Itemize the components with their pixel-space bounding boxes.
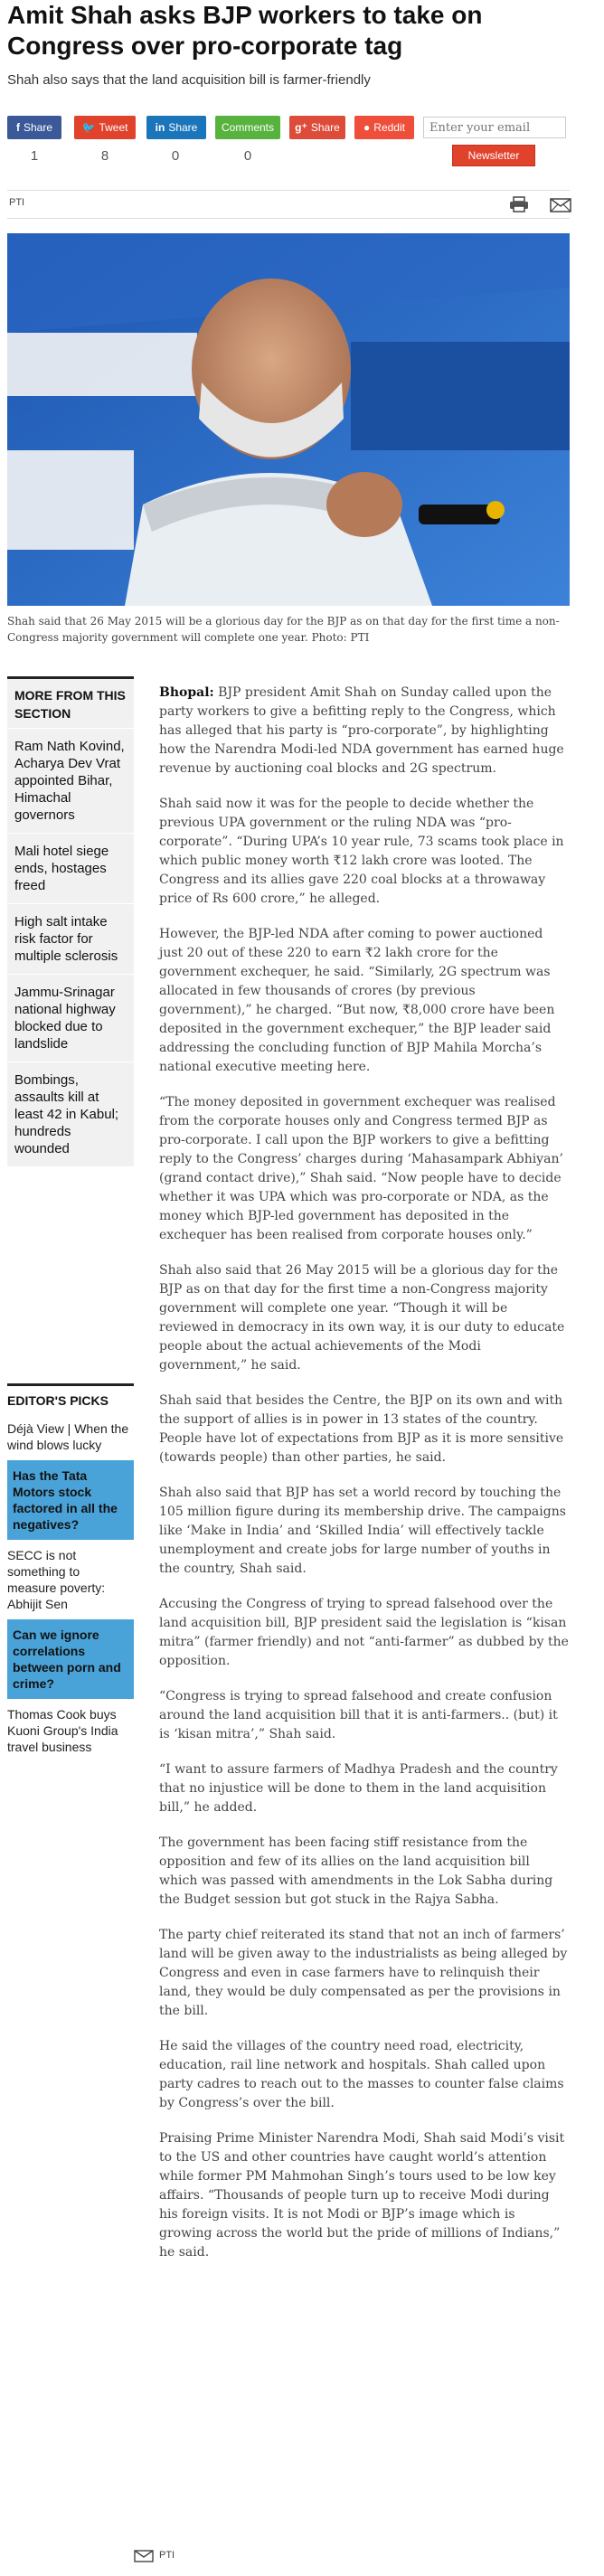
- headline: Amit Shah asks BJP workers to take on Congress over pro-corporate tag: [7, 1, 483, 60]
- related-story-link[interactable]: Ram Nath Kovind, Acharya Dev Vrat appointed Bihar, Himachal governors: [7, 728, 134, 833]
- photo-illustration: [7, 233, 570, 606]
- email-icon[interactable]: [550, 198, 571, 212]
- comments-button[interactable]: Comments: [215, 116, 280, 139]
- editors-picks: [7, 1383, 134, 1762]
- related-story-link[interactable]: High salt intake risk factor for multiple sclerosis: [7, 903, 134, 974]
- google-plus-icon: g⁺: [295, 121, 307, 134]
- article-paragraph: “The money deposited in government exchequer was realised from the corporate houses only and Congress termed BJP as pro-corporate. I call upon the BJP workers to give a befitting reply to the Congress’ charges during ‘Mahasampark Abhiyan’ (grand contact drive),” Shah said. “Now people have to decide whether it was UPA which was pro-corporate or NDA, as the money which BJP-led government has deposited in the exchequer has been realised from corporate houses only.”: [159, 1095, 563, 1242]
- print-icon[interactable]: [509, 196, 529, 212]
- comments-count: 0: [243, 148, 252, 164]
- google-plus-share-button[interactable]: g⁺ Share: [289, 116, 345, 139]
- article-paragraph: Shah also said that BJP has set a world record by touching the 105 million figure during its membership drive. The campaigns like ‘Make in India’ and ‘Skilled India’ will effectively tackle unemployment and create jobs for large number of youths in the country, Shah said.: [159, 1486, 566, 1576]
- editors-pick-link[interactable]: Déjà View | When the wind blows lucky: [7, 1421, 129, 1452]
- article-paragraph: The party chief reiterated its stand that not an inch of farmers’ land will be given away to the industrialists as being alleged by Congress and even in case farmers have to relinquish their land, they would be duly compensated as per the provisions in the bill.: [159, 1928, 568, 2018]
- byline-bar: [7, 190, 570, 219]
- newsletter-button[interactable]: Newsletter: [452, 145, 535, 166]
- editors-pick-link-highlighted[interactable]: Can we ignore correlations between porn and crime?: [7, 1619, 134, 1699]
- article-paragraph: The government has been facing stiff resistance from the opposition and few of its allies on the land acquisition bill which was passed with amendments in the Lok Sabha during the Budget session but got stuck in the Rajya Sabha.: [159, 1835, 553, 1907]
- more-from-section: [7, 676, 134, 1166]
- facebook-share-button[interactable]: f Share: [7, 116, 61, 139]
- twitter-share-button[interactable]: 🐦 Tweet: [74, 116, 136, 139]
- footer-source: PTI: [159, 2550, 175, 2561]
- article-paragraph: However, the BJP-led NDA after coming to power auctioned just 20 out of these 220 to earn ₹2 lakh crore for the government exchequer, he said. “Similarly, 2G spectrum was allocated in few thousands of crores (by previous government),” he charged. “But now, ₹8,000 crore have been deposited in the government exchequer,” the BJP leader said addressing the concluding function of BJP Mahila Morcha’s national executive meeting here.: [159, 927, 555, 1074]
- linkedin-share-count: 0: [171, 148, 180, 164]
- article-paragraph: Shah said now it was for the people to decide whether the previous UPA government or the ruling NDA was “pro-corporate”. “During UPA’s 10 year rule, 73 scams took place in which public money worth ₹12 lakh crore was looted. The Congress and its allies gave 220 coal blocks at a throwaway price of Rs 600 crore,” he alleged.: [159, 797, 564, 906]
- article-paragraph: He said the villages of the country need road, electricity, education, rail line network and hospitals. Shah called upon party cadres to reach out to the masses to counter false claims by Congress’s over the bill.: [159, 2039, 564, 2110]
- editors-pick-link-highlighted[interactable]: Has the Tata Motors stock factored in all the negatives?: [7, 1460, 134, 1540]
- article-paragraph: “I want to assure farmers of Madhya Pradesh and the country that no injustice will be done to them in the land acquisition bill,” he added.: [159, 1762, 558, 1815]
- related-story-link[interactable]: Bombings, assaults kill at least 42 in Kabul; hundreds wounded: [7, 1062, 134, 1166]
- twitter-icon: 🐦: [81, 121, 96, 134]
- article-paragraph: Accusing the Congress of trying to spread falsehood over the land acquisition bill, BJP president said the legislation is “kisan mitra” (farmer friendly) and not “anti-farmer” as dubbed by the opposition.: [159, 1597, 569, 1668]
- related-story-link[interactable]: Jammu-Srinagar national highway blocked due to landslide: [7, 974, 134, 1062]
- editors-pick-link[interactable]: SECC is not something to measure poverty: Abhijit Sen: [7, 1548, 106, 1611]
- footer-email-icon[interactable]: [134, 2550, 154, 2562]
- photo-caption: Shah said that 26 May 2015 will be a glorious day for the BJP as on that day for the first time a non-Congress majority government will complete one year. Photo: PTI: [7, 615, 560, 644]
- reddit-share-button[interactable]: ● Reddit: [354, 116, 414, 139]
- article-paragraph: “Congress is trying to spread falsehood and create confusion around the land acquisition bill that it is anti-farmers.. (but) it is ‘kisan mitra’,” Shah said.: [159, 1689, 558, 1741]
- twitter-share-count: 8: [100, 148, 109, 164]
- article-paragraph: Shah said that besides the Centre, the BJP on its own and with the support of allies is in power in 13 states of the country. People have lot of expectations from BJP as it is more sensitive (towards people) than other parties, he said.: [159, 1393, 564, 1465]
- facebook-share-count: 1: [30, 148, 39, 164]
- subtitle: Shah also says that the land acquisition bill is farmer-friendly: [7, 72, 371, 88]
- related-story-link[interactable]: Mali hotel siege ends, hostages freed: [7, 833, 134, 903]
- article-body: [159, 684, 570, 2279]
- article-photo: [7, 233, 570, 606]
- editors-picks-title: EDITOR'S PICKS: [7, 1383, 134, 1413]
- article-lead-paragraph: Bhopal: BJP president Amit Shah on Sunday called upon the party workers to give a befitting reply to the Congress, which has alleged that his party is “pro-corporate”, by highlighting how the Narendra Modi-led NDA government has earned huge revenue by auctioning coal blocks and 2G spectrum.: [159, 685, 564, 776]
- reddit-icon: ●: [363, 121, 371, 134]
- newsletter-email-input[interactable]: [423, 117, 566, 138]
- facebook-icon: f: [15, 121, 20, 134]
- linkedin-icon: in: [155, 121, 165, 134]
- linkedin-share-button[interactable]: in Share: [146, 116, 206, 139]
- article-paragraph: Shah also said that 26 May 2015 will be a glorious day for the BJP as on that day for the first time a non-Congress majority government will complete one year. “Though it will be reviewed in democracy in its own way, it is our duty to educate people about the actual achievements of the Modi government,” he said.: [159, 1263, 565, 1373]
- dateline: Bhopal:: [159, 685, 214, 700]
- editors-pick-link[interactable]: Thomas Cook buys Kuoni Group's India travel business: [7, 1707, 118, 1754]
- more-from-section-title: MORE FROM THIS SECTION: [14, 688, 126, 721]
- byline-source: PTI: [9, 197, 25, 208]
- article-paragraph: Praising Prime Minister Narendra Modi, Shah said Modi’s visit to the US and other countries have caught world’s attention while former PM Mahmohan Singh’s tours used to be low key affairs. “Thousands of people turn up to receive Modi during his foreign visits. It is not Modi or BJP’s image which is growing across the world but the pride of millions of Indians,” he said.: [159, 2131, 565, 2260]
